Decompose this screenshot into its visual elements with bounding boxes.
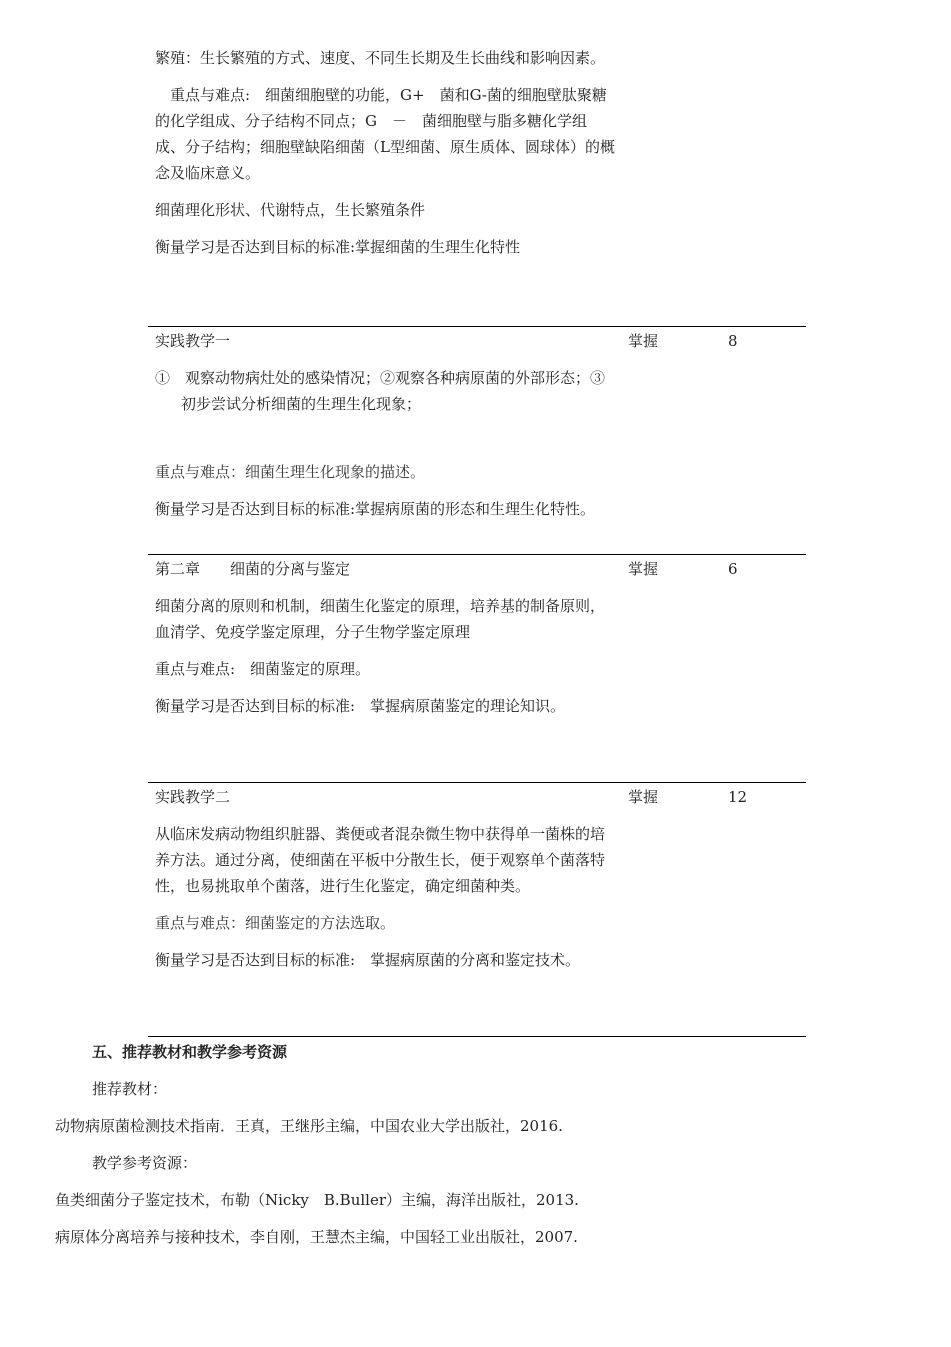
intro-reproduction-text: 繁殖：生长繁殖的方式、速度、不同生长期及生长曲线和影响因素。 [155,49,606,67]
row-hours: 12 [728,788,748,806]
row-key-points: 重点与难点: 细菌鉴定的原理。 [155,660,371,678]
row-key-points: 重点与难点：细菌生理生化现象的描述。 [155,463,426,481]
row-main-cell [155,784,613,984]
reference-label: 教学参考资源： [92,1154,198,1172]
row-key-points: 重点与难点：细菌鉴定的方法选取。 [155,914,396,932]
table-rule [148,554,806,555]
textbook-label: 推荐教材： [92,1080,168,1098]
table-rule-bottom [148,1036,806,1037]
row-hours: 6 [728,560,738,578]
row-content: 从临床发病动物组织脏器、粪便或者混杂微生物中获得单一菌株的培养方法。通过分离，使细菌在平板中分散生长，便于观察单个菌落特性，也易挑取单个菌落，进行生化鉴定，确定细菌种类。 [155,825,606,895]
row-main-cell [155,328,613,533]
row-standard: 衡量学习是否达到目标的标准: 掌握病原菌的分离和鉴定技术。 [155,951,581,969]
table-rule [148,782,806,783]
intro-block [155,45,615,260]
row-title: 实践教学一 [155,332,231,350]
textbook-entry: 动物病原菌检测技术指南．王真，王继彤主编，中国农业大学出版社，2016. [55,1117,563,1135]
row-content: ① 观察动物病灶处的感染情况；②观察各种病原菌的外部形态；③初步尝试分析细菌的生理生化现象； [155,369,606,413]
row-level: 掌握 [628,788,659,806]
row-main-cell [155,556,613,730]
reference-entry: 病原体分离培养与接种技术，李自刚，王慧杰主编，中国轻工业出版社，2007. [55,1228,578,1246]
reference-entry: 鱼类细菌分子鉴定技术，布勒（Nicky B.Buller）主编，海洋出版社，2013. [55,1191,579,1209]
row-title: 实践教学二 [155,788,231,806]
row-standard: 衡量学习是否达到目标的标准: 掌握病原菌鉴定的理论知识。 [155,697,566,715]
row-standard: 衡量学习是否达到目标的标准:掌握病原菌的形态和生理生化特性。 [155,500,596,518]
intro-key-points: 重点与难点: 细菌细胞壁的功能，G+ 菌和G-菌的细胞壁肽聚糖的化学组成、分子结构不同点；G － 菌细胞壁与脂多糖化学组成、分子结构；细胞壁缺陷细菌（L型细菌、原生质体、圆球体）的概念及临床意义。 [155,86,615,182]
row-title: 第二章 细菌的分离与鉴定 [155,560,351,578]
row-content: 细菌分离的原则和机制，细菌生化鉴定的原理，培养基的制备原则，血清学、免疫学鉴定原理，分子生物学鉴定原理 [155,597,606,641]
intro-physiology-text: 细菌理化形状、代谢特点，生长繁殖条件 [155,201,426,219]
row-hours: 8 [728,332,738,350]
section-heading: 五、推荐教材和教学参考资源 [92,1043,288,1061]
row-level: 掌握 [628,560,659,578]
row-level: 掌握 [628,332,659,350]
table-rule [148,326,806,327]
intro-standard: 衡量学习是否达到目标的标准:掌握细菌的生理生化特性 [155,238,521,256]
